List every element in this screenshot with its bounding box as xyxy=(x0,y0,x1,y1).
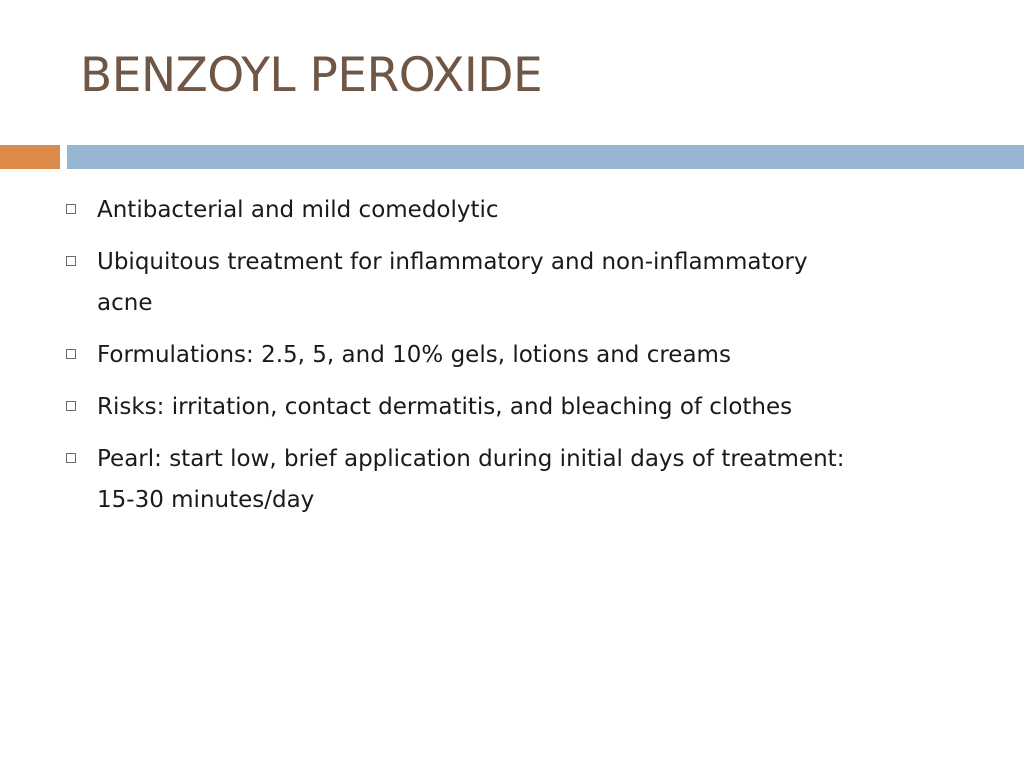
hollow-square-icon xyxy=(66,204,76,214)
bullet-item xyxy=(66,439,866,521)
bullet-text: Antibacterial and mild comedolytic xyxy=(97,197,499,223)
slide-title: BENZOYL PEROXIDE xyxy=(80,48,543,103)
hollow-square-icon xyxy=(66,256,76,266)
bullet-text: Ubiquitous treatment for inflammatory and non-inflammatory acne xyxy=(97,249,808,316)
bullet-item xyxy=(66,335,866,376)
hollow-square-icon xyxy=(66,349,76,359)
hollow-square-icon xyxy=(66,453,76,463)
bullet-text: Pearl: start low, brief application during initial days of treatment: 15-30 minutes/day xyxy=(97,446,845,513)
title-divider-bar xyxy=(67,145,1024,169)
accent-bar xyxy=(0,145,60,169)
hollow-square-icon xyxy=(66,401,76,411)
bullet-text: Formulations: 2.5, 5, and 10% gels, lotions and creams xyxy=(97,342,731,368)
bullet-item xyxy=(66,242,866,324)
bullet-text: Risks: irritation, contact dermatitis, and bleaching of clothes xyxy=(97,394,793,420)
bullet-item xyxy=(66,190,866,231)
bullet-item xyxy=(66,387,866,428)
bullet-list xyxy=(66,190,866,532)
